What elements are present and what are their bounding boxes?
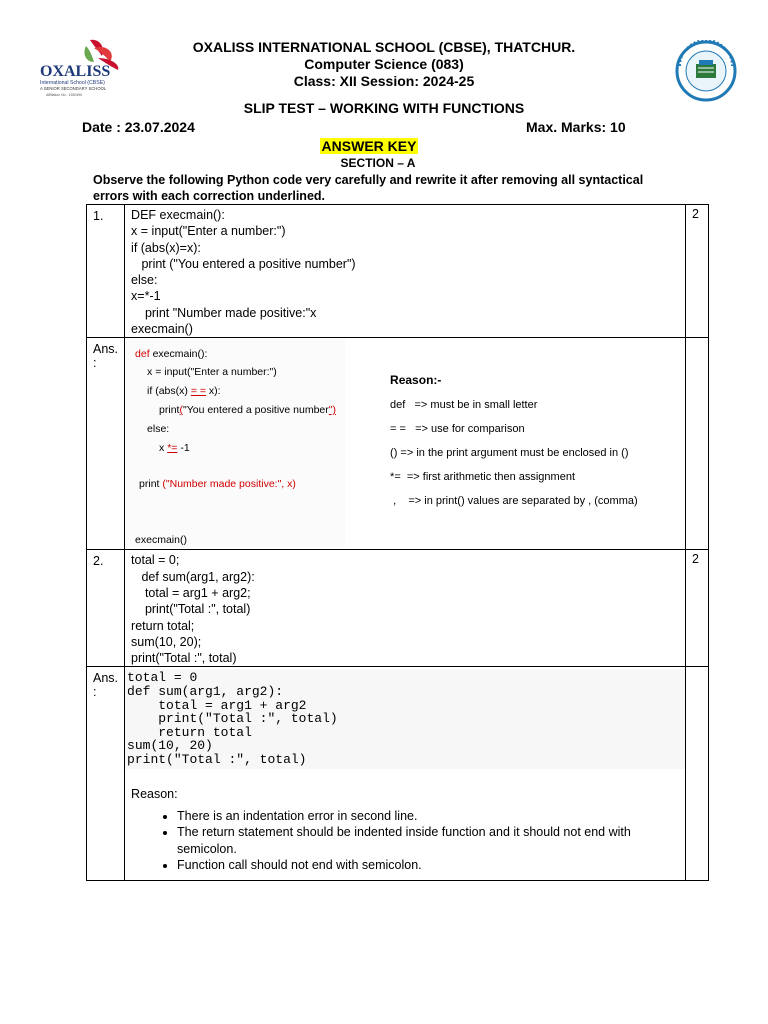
logo-line2: A SENIOR SECONDARY SCHOOL	[40, 86, 107, 91]
class-session: Class: XII Session: 2024-25	[293, 73, 475, 89]
code-line: sum(10, 20);	[131, 634, 202, 649]
section-label: SECTION – A	[340, 156, 416, 170]
question-code	[125, 205, 686, 338]
code-line: print "Number made positive:"x	[131, 305, 317, 320]
code-line: x=*-1	[131, 289, 161, 304]
code-line: print ("You entered a positive number")	[131, 256, 356, 271]
code-line: print("Total :", total)	[127, 752, 307, 768]
logo-text: OXALISS	[40, 63, 111, 80]
code-line: else:	[131, 273, 158, 288]
answer-key-label: ANSWER KEY	[321, 138, 417, 154]
answer-marks	[686, 338, 709, 550]
table-row	[87, 205, 709, 338]
reason-item: , => in print() values are separated by , (comma)	[390, 495, 638, 508]
list-item: • There is an indentation error in second line.	[177, 808, 679, 825]
code-line: DEF execmain():	[131, 208, 225, 222]
question-table	[86, 204, 709, 881]
table-row	[87, 550, 709, 667]
school-name: OXALISS INTERNATIONAL SCHOOL (CBSE), THATCHUR.	[192, 39, 576, 55]
code-line: def sum(arg1, arg2):	[127, 684, 284, 700]
code-line: if (abs(x)=x):	[131, 240, 201, 255]
list-item: • Function call should not end with semicolon.	[177, 857, 679, 874]
corrected-code-image: def execmain(): x = input("Enter a number:") if (abs(x) = = x): print("You entered a positive number") else: x *= -1 print ("Number made positive:", x) execmain()	[125, 338, 345, 548]
instruction: Observe the following Python code very carefully and rewrite it after removing all syntactical errors with each correction underlined.	[93, 173, 644, 203]
code-line: total = 0;	[131, 553, 180, 568]
question-number: 1.	[87, 205, 125, 338]
code-line: print("Total :", total)	[131, 651, 237, 666]
code-line: execmain()	[131, 322, 193, 337]
subject-line: Computer Science (083)	[304, 56, 464, 72]
reason-item: () => in the print argument must be enclosed in ()	[390, 447, 629, 460]
question-number: 2.	[87, 550, 125, 667]
code-line: total = 0	[127, 670, 198, 686]
table-row	[87, 667, 709, 881]
answer-image	[125, 338, 686, 550]
reason-title: Reason:-	[390, 373, 442, 388]
test-date: Date : 23.07.2024	[82, 119, 195, 135]
code-line: x = input("Enter a number:")	[131, 224, 286, 239]
reason-bullets	[131, 808, 679, 874]
max-marks: Max. Marks: 10	[526, 119, 626, 135]
answer-label: Ans. :	[87, 338, 125, 550]
table-row	[87, 338, 709, 550]
code-line: print("Total :", total)	[131, 602, 251, 617]
answer-label: Ans. :	[87, 667, 125, 881]
question-marks: 2	[686, 205, 709, 338]
answer-marks	[686, 667, 709, 881]
logo-line1: International School (CBSE)	[40, 80, 105, 86]
code-line: sum(10, 20)	[127, 738, 213, 754]
reason-label: Reason:	[131, 786, 178, 801]
reason-item: def => must be in small letter	[390, 399, 538, 412]
reason-item: = = => use for comparison	[390, 423, 525, 436]
logo-line3: Affiliation No : 1930490	[46, 93, 83, 97]
corrected-code	[125, 669, 685, 768]
code-line: return total	[127, 724, 252, 740]
code-line: return total;	[131, 618, 195, 633]
code-line: total = arg1 + arg2	[127, 697, 307, 713]
question-code	[125, 550, 686, 667]
test-title: SLIP TEST – WORKING WITH FUNCTIONS	[243, 100, 525, 116]
code-line: total = arg1 + arg2;	[131, 585, 251, 600]
list-item: • The return statement should be indented inside function and it should not end with semicolon.	[177, 824, 679, 857]
code-line: print("Total :", total)	[127, 711, 338, 727]
question-marks: 2	[686, 550, 709, 667]
code-line: def sum(arg1, arg2):	[131, 569, 255, 584]
reason-item: *= => first arithmetic then assignment	[390, 471, 575, 484]
answer-body	[125, 667, 686, 881]
